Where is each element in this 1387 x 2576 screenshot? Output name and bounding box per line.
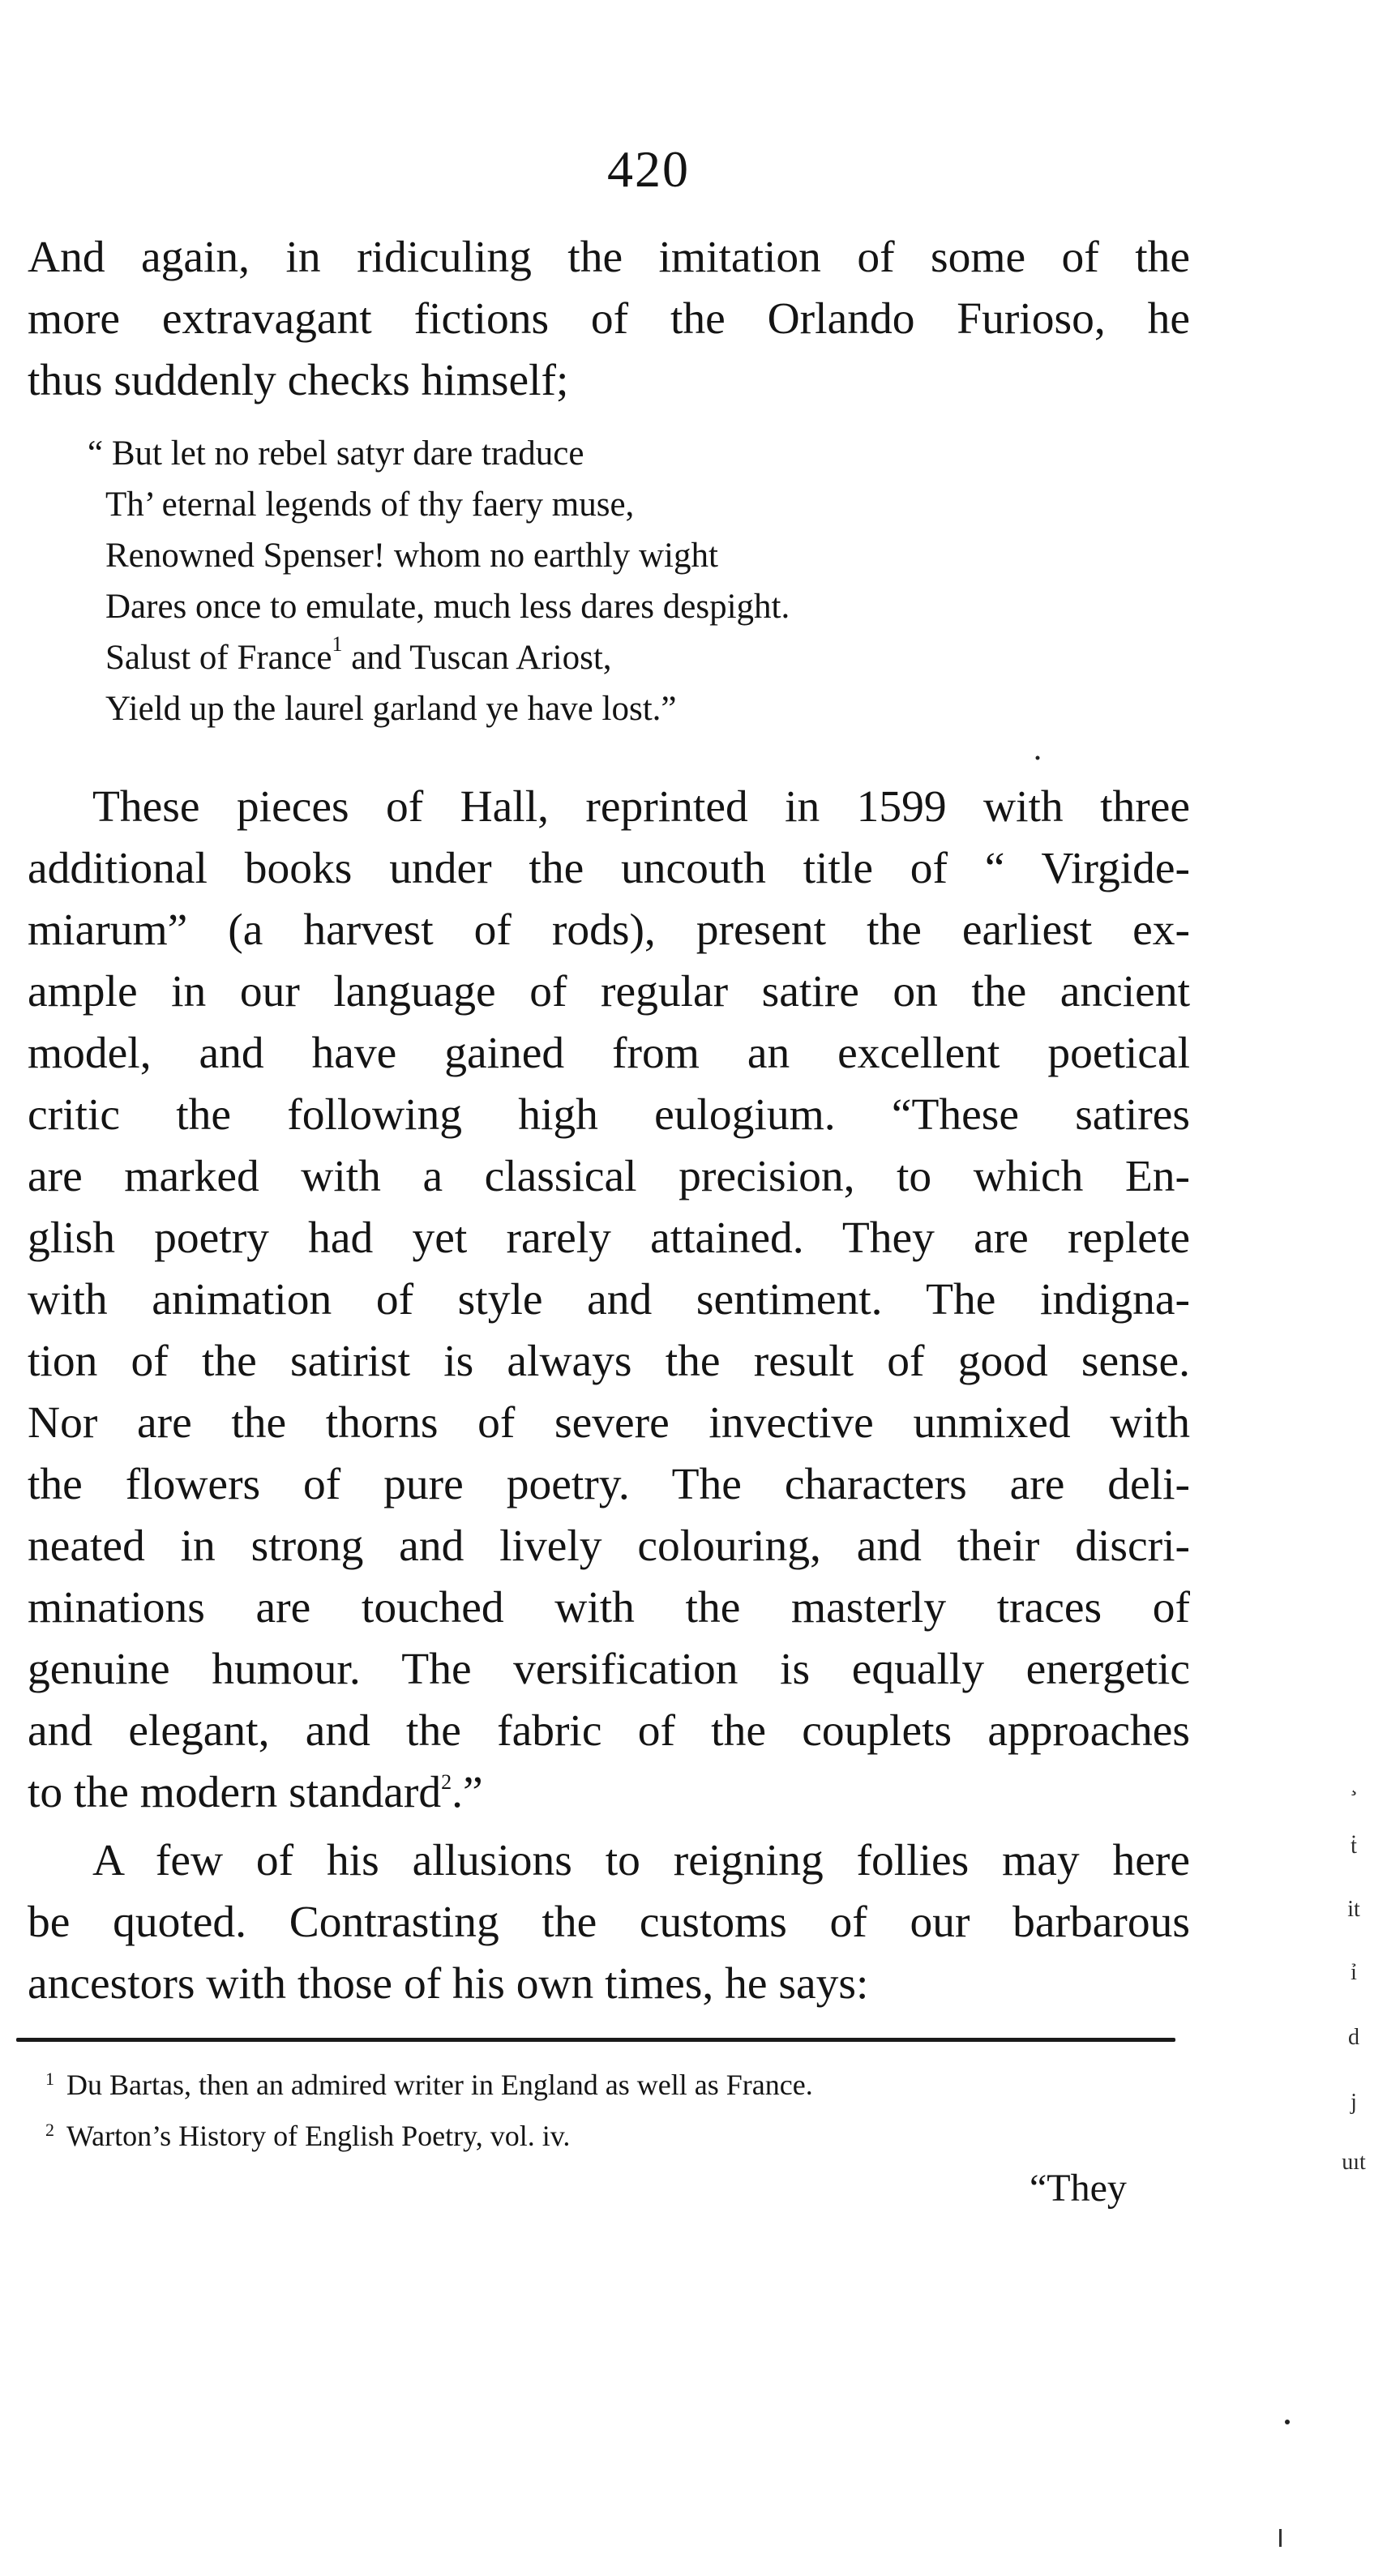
footnote-mark: 2 xyxy=(45,2120,54,2140)
text-line: These pieces of Hall, reprinted in 1599 with three xyxy=(92,782,1190,832)
margin-fragment: uıt xyxy=(1342,2150,1366,2175)
text-line: miarum” (a harvest of rods), present the earliest ex- xyxy=(28,905,1190,955)
text-line: the flowers of pure poetry. The characters are deli- xyxy=(28,1460,1190,1509)
text-line: be quoted. Contrasting the customs of our barbarous xyxy=(28,1898,1190,1947)
text-line: Nor are the thorns of severe invective unmixed with xyxy=(28,1398,1190,1448)
footnote-reference: 2 xyxy=(441,1770,452,1794)
footnote-reference: 1 xyxy=(332,632,343,656)
text-line: A few of his allusions to reigning follies may here xyxy=(92,1836,1190,1885)
verse-line: Dares once to emulate, much less dares despight. xyxy=(105,588,790,626)
verse-line: Th’ eternal legends of thy faery muse, xyxy=(105,486,635,524)
verse-line: Yield up the laurel garland ye have lost.” xyxy=(105,690,677,728)
verse-line: Renowned Spenser! whom no earthly wight xyxy=(105,537,718,575)
speck xyxy=(1036,756,1040,760)
text-line: additional books under the uncouth title of “ Virgide- xyxy=(28,844,1190,893)
text-line: model, and have gained from an excellent poetical xyxy=(28,1029,1190,1078)
footnote-text: Du Bartas, then an admired writer in England as well as France. xyxy=(66,2069,813,2101)
text-line: ancestors with those of his own times, he says: xyxy=(28,1959,869,2009)
text-line: glish poetry had yet rarely attained. They are replete xyxy=(28,1213,1190,1263)
verse-line-rest: and Tuscan Ariost, xyxy=(342,639,612,677)
margin-fragment: ṫ xyxy=(1351,1834,1357,1859)
text-line: ample in our language of regular satire on the ancient xyxy=(28,967,1190,1016)
text-line: genuine humour. The versification is equally energetic xyxy=(28,1645,1190,1694)
text-line: tion of the satirist is always the result of good sense. xyxy=(28,1337,1190,1386)
footnote-mark: 1 xyxy=(45,2069,54,2089)
text-line: And again, in ridiculing the imitation of some of the xyxy=(28,233,1190,282)
footnote-text: Warton’s History of English Poetry, vol. iv. xyxy=(66,2120,571,2152)
text-line: minations are touched with the masterly traces of xyxy=(28,1583,1190,1632)
margin-fragment: j xyxy=(1351,2090,1357,2115)
verse-line: “ But let no rebel satyr dare traduce xyxy=(88,434,584,473)
catchword: “They xyxy=(1030,2167,1127,2210)
speck xyxy=(1285,2420,1290,2424)
text-line: neated in strong and lively colouring, and their discri- xyxy=(28,1521,1190,1571)
margin-fragment: ỉ xyxy=(1351,1960,1357,1985)
page-number: 420 xyxy=(607,140,690,198)
text-line-content: to the modern standard xyxy=(28,1768,442,1817)
text-line: thus suddenly checks himself; xyxy=(28,356,569,405)
margin-fragment: d xyxy=(1348,2025,1359,2050)
margin-fragment: ¸ xyxy=(1350,1771,1358,1796)
speck xyxy=(1279,2529,1282,2547)
text-line: are marked with a classical precision, to which En- xyxy=(28,1152,1190,1201)
text-line: with animation of style and sentiment. The indigna- xyxy=(28,1275,1190,1324)
text-line: critic the following high eulogium. “These satires xyxy=(28,1090,1190,1140)
text-line: and elegant, and the fabric of the couplets approaches xyxy=(28,1706,1190,1756)
text-line: more extravagant fictions of the Orlando Furioso, he xyxy=(28,294,1190,344)
margin-fragment: it xyxy=(1347,1897,1360,1922)
verse-line-text: Salust of France xyxy=(105,639,332,677)
closing-quote: .” xyxy=(452,1768,483,1817)
